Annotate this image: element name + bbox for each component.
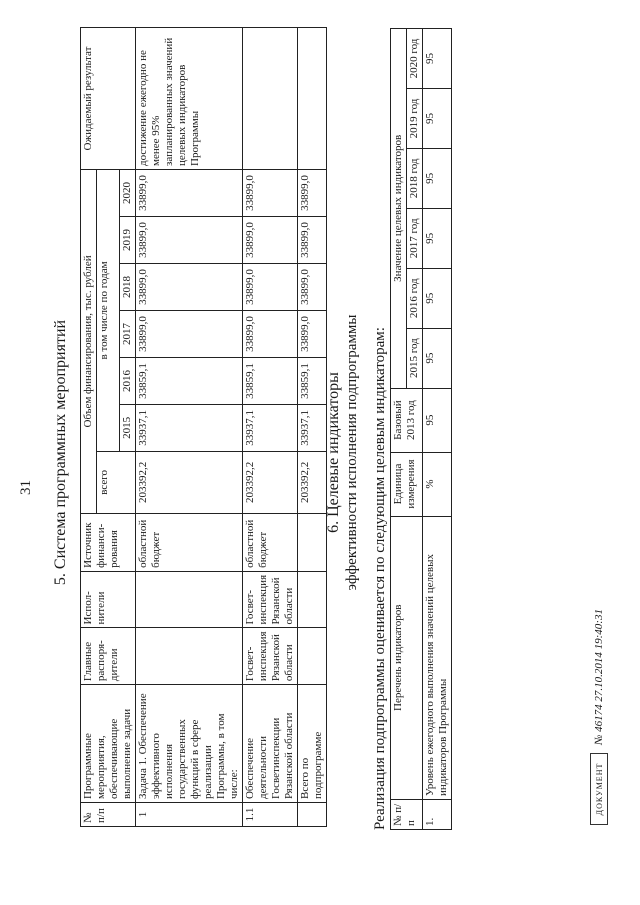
row-executor	[298, 571, 327, 628]
row-manager	[298, 628, 327, 685]
ind-row-value: 95	[423, 89, 452, 149]
section6-title: 6. Целевые индикаторы	[325, 372, 342, 533]
ind-header-year: 2018 год	[407, 148, 423, 208]
row-total: 203392,2	[136, 451, 243, 513]
ind-header-list: Перечень индикаторов	[391, 516, 423, 800]
row-result	[243, 28, 298, 170]
row-result	[298, 28, 327, 170]
page-number: 31	[18, 480, 34, 495]
measures-header-row-1	[81, 28, 97, 827]
row-num: 1	[136, 803, 243, 827]
indicators-header-row-1	[391, 29, 407, 830]
ind-row-unit: %	[423, 452, 452, 516]
table-row	[243, 28, 298, 827]
row-year-value: 33899,0	[243, 263, 298, 310]
ind-header-year: 2019 год	[407, 89, 423, 149]
row-year-value: 33899,0	[298, 310, 327, 357]
ind-row-base: 95	[423, 388, 452, 452]
footer-registration: № 46174 27.10.2014 19:40:31	[593, 609, 605, 745]
table-row	[423, 29, 452, 830]
row-year-value: 33859,1	[298, 357, 327, 404]
row-source: областной бюджет	[136, 513, 243, 571]
table-row-total	[298, 28, 327, 827]
program-measures-table	[80, 27, 327, 827]
ind-header-year: 2015 год	[407, 328, 423, 388]
ind-row-value: 95	[423, 208, 452, 268]
row-year-value: 33937,1	[136, 404, 243, 451]
row-total: 203392,2	[243, 451, 298, 513]
ind-header-base: Базовый 2013 год	[391, 388, 423, 452]
row-activity: Всего по подпрограмме	[298, 685, 327, 803]
header-year: 2015	[120, 404, 136, 451]
ind-row-value: 95	[423, 268, 452, 328]
section6-intro: Реализация подпрограммы оценивается по следующим целевым индикаторам:	[372, 327, 388, 830]
ind-header-unit: Единица измерения	[391, 452, 423, 516]
row-year-value: 33899,0	[136, 216, 243, 263]
header-activities: Программные мероприятия, обеспечивающие выполнение задачи	[81, 685, 136, 803]
row-year-value: 33899,0	[136, 170, 243, 217]
row-year-value: 33899,0	[243, 170, 298, 217]
row-year-value: 33859,1	[136, 357, 243, 404]
ind-header-year: 2017 год	[407, 208, 423, 268]
ind-row-value: 95	[423, 328, 452, 388]
ind-header-num: № п/п	[391, 800, 423, 830]
row-result: достижение ежегодно не менее 95% запланированных значений целевых индикаторов Программы	[136, 28, 243, 170]
header-year: 2018	[120, 263, 136, 310]
row-year-value: 33899,0	[243, 216, 298, 263]
row-executor: Госвет-инспекция Рязанской области	[243, 571, 298, 628]
row-manager	[136, 628, 243, 685]
ind-row-name: Уровень ежегодного выполнения значений целевых индикаторов Программы	[423, 516, 452, 800]
table-row	[136, 28, 243, 827]
row-year-value: 33899,0	[298, 216, 327, 263]
row-year-value: 33899,0	[298, 170, 327, 217]
header-year: 2017	[120, 310, 136, 357]
row-source: областной бюджет	[243, 513, 298, 571]
row-activity: Обеспечение деятельности Госветинспекции Рязанской области	[243, 685, 298, 803]
header-num: № п/п	[81, 803, 136, 827]
header-by-year: в том числе по годам	[97, 170, 120, 452]
row-executor	[136, 571, 243, 628]
header-expected: Ожидаемый результат	[81, 28, 136, 170]
ind-header-values: Значение целевых индикаторов	[391, 29, 407, 389]
header-total: всего	[97, 451, 136, 513]
row-year-value: 33937,1	[243, 404, 298, 451]
row-manager: Госвет-инспекция Рязанской области	[243, 628, 298, 685]
row-source	[298, 513, 327, 571]
row-year-value: 33899,0	[136, 263, 243, 310]
target-indicators-table	[390, 28, 452, 830]
header-executors: Испол-нители	[81, 571, 136, 628]
row-year-value: 33859,1	[243, 357, 298, 404]
ind-header-year: 2016 год	[407, 268, 423, 328]
row-num	[298, 803, 327, 827]
row-activity: Задача 1. Обеспечение эффективного исполнения государственных функций в сфере реализации Программы, в том числе:	[136, 685, 243, 803]
ind-row-num: 1.	[423, 800, 452, 830]
header-year: 2020	[120, 170, 136, 217]
header-funding: Объем финансирования, тыс. рублей	[81, 170, 97, 514]
row-total: 203392,2	[298, 451, 327, 513]
document-footer	[590, 609, 608, 825]
ind-header-year: 2020 год	[407, 29, 423, 89]
header-year: 2019	[120, 216, 136, 263]
header-managers: Главные распоря-дители	[81, 628, 136, 685]
header-source: Источник финанси-рования	[81, 513, 136, 571]
ind-row-value: 95	[423, 148, 452, 208]
row-num: 1.1	[243, 803, 298, 827]
section6-subtitle: эффективности исполнения подпрограммы	[344, 314, 360, 591]
row-year-value: 33899,0	[243, 310, 298, 357]
section5-title: 5. Система программных мероприятий	[52, 319, 69, 586]
document-stamp: ДОКУМЕНТ	[590, 753, 608, 825]
row-year-value: 33899,0	[136, 310, 243, 357]
row-year-value: 33899,0	[298, 263, 327, 310]
ind-row-value: 95	[423, 29, 452, 89]
row-year-value: 33937,1	[298, 404, 327, 451]
header-year: 2016	[120, 357, 136, 404]
